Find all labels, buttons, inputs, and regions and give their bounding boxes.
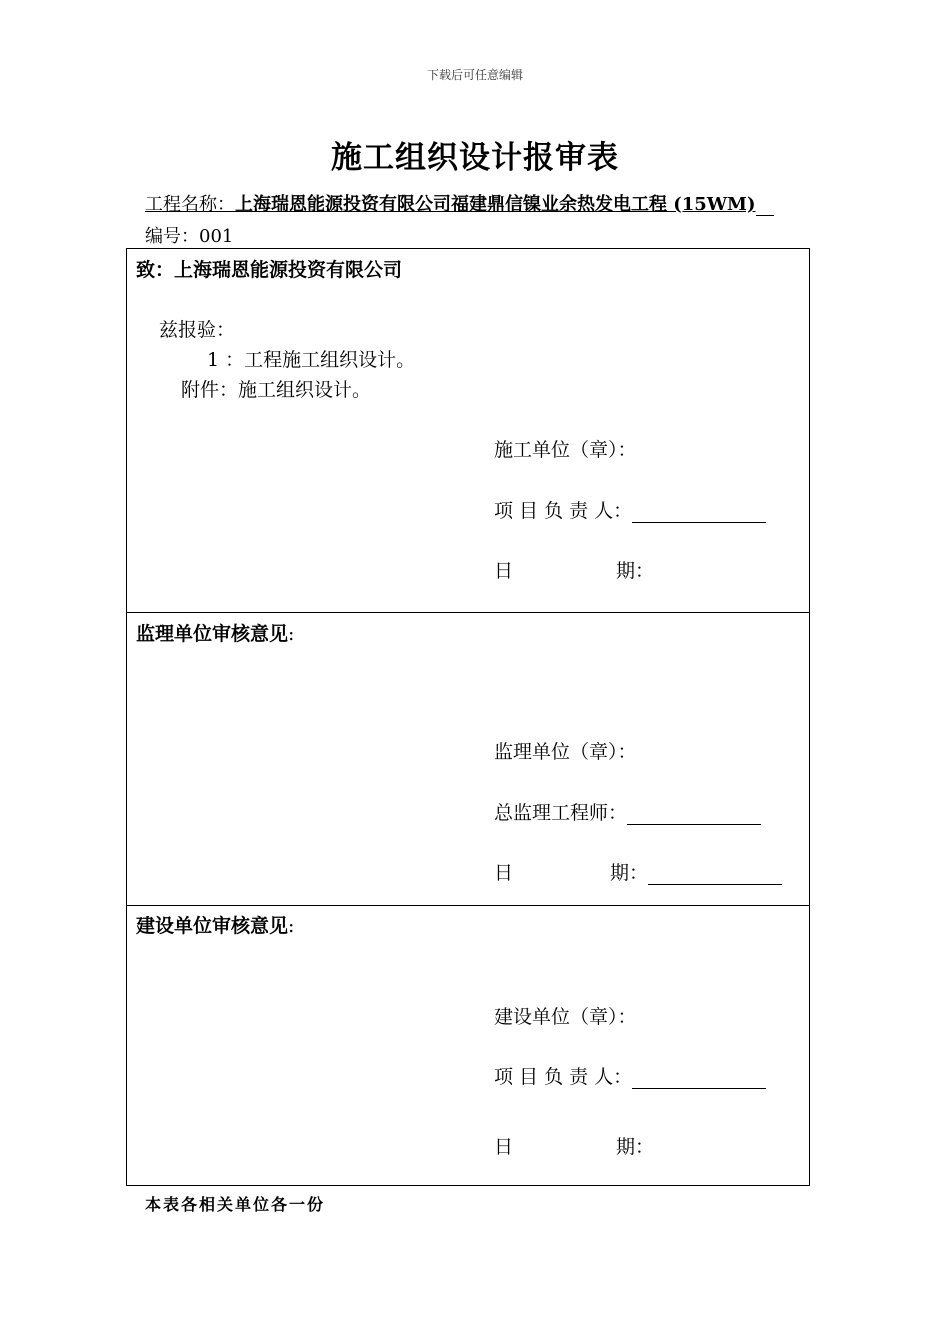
date-label-period: 期： <box>616 560 655 582</box>
construction-unit-seal: 施工单位（章）： <box>494 439 637 461</box>
submission-intro: 兹报验： <box>159 319 236 341</box>
date-label-day: 日 <box>494 1136 514 1158</box>
supervision-unit-seal: 监理单位（章）： <box>494 741 637 763</box>
project-manager-label: 项 目 负 责 人： <box>494 1066 633 1088</box>
section-divider <box>127 612 809 613</box>
project-manager-label: 项 目 负 责 人： <box>494 500 633 522</box>
page-title: 施工组织设计报审表 <box>331 140 619 176</box>
date-label-period: 期： <box>610 862 649 884</box>
owner-opinion-heading: 建设单位审核意见: <box>136 915 295 937</box>
addressee: 致：上海瑞恩能源投资有限公司 <box>136 259 403 281</box>
approval-form-table <box>126 248 810 1186</box>
page-header-note: 下载后可任意编辑 <box>426 68 523 82</box>
project-manager-field <box>494 1062 766 1089</box>
project-label: 工程名称： <box>145 194 235 215</box>
signature-line <box>632 1068 766 1089</box>
project-manager-field <box>494 496 766 523</box>
project-name: 上海瑞恩能源投资有限公司福建鼎信镍业余热发电工程 (15WM) <box>235 194 756 215</box>
chief-engineer-label: 总监理工程师： <box>494 802 628 824</box>
footer-note: 本表各相关单位各一份 <box>145 1195 326 1214</box>
project-underline-tail <box>756 197 774 216</box>
attachment-line: 附件：施工组织设计。 <box>181 379 372 401</box>
number-label: 编号： <box>145 226 199 247</box>
supervision-opinion-heading: 监理单位审核意见: <box>136 623 295 645</box>
section-divider <box>127 905 809 906</box>
date-label-day: 日 <box>494 560 514 582</box>
date-label-day: 日 <box>494 862 514 884</box>
date-field <box>494 858 782 885</box>
signature-line <box>627 804 761 825</box>
date-field <box>494 1132 654 1159</box>
owner-unit-seal: 建设单位（章）： <box>494 1006 637 1028</box>
document-number-line <box>145 222 233 248</box>
submission-item-1: 1 ：工程施工组织设计。 <box>207 349 416 371</box>
signature-line <box>632 502 766 523</box>
number-value: 001 <box>199 226 234 247</box>
date-line <box>648 864 782 885</box>
date-label-period: 期： <box>616 1136 655 1158</box>
chief-engineer-field <box>494 798 761 825</box>
date-field <box>494 556 654 583</box>
project-name-line <box>145 190 774 216</box>
